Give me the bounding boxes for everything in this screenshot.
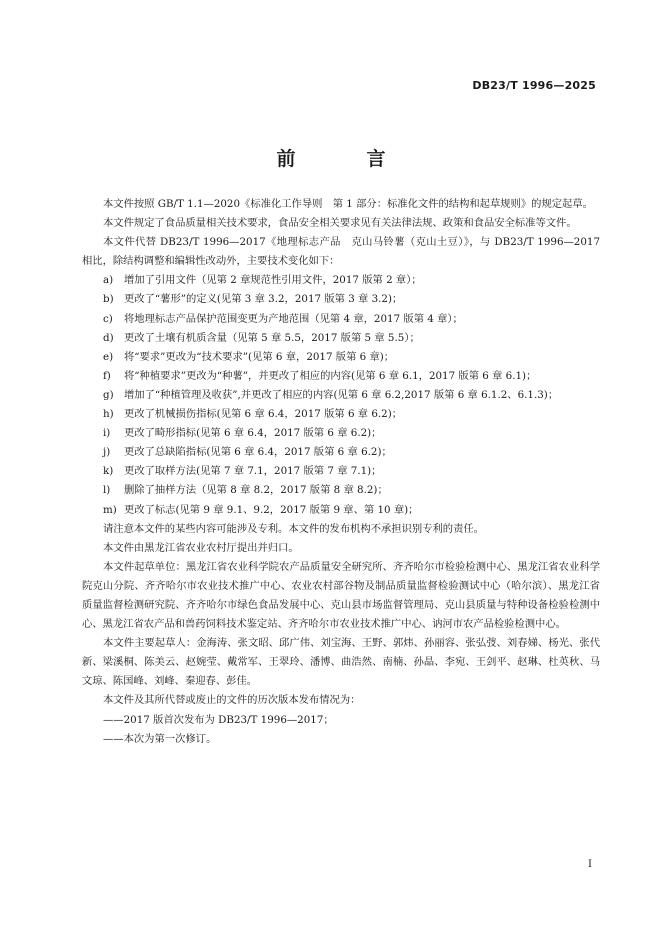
list-item — [82, 310, 600, 329]
list-item-text: 将“种植要求”更改为“种薯”，并更改了相应的内容(见第 6 章 6.1，2017 版第 6 章 6.1)； — [124, 369, 537, 382]
list-item-text: 删除了抽样方法（见第 8 章 8.2，2017 版第 8 章 8.2)； — [124, 484, 388, 497]
page-number: I — [588, 859, 592, 870]
list-item — [82, 443, 600, 462]
paragraph-drafting-rules: 本文件按照 GB/T 1.1—2020《标准化工作导则 第 1 部分：标准化文件的结构和起草规则》的规定起草。 — [103, 198, 593, 210]
list-item — [82, 462, 600, 481]
list-item — [82, 367, 600, 386]
paragraph-drafting-units: 本文件起草单位：黑龙江省农业科学院农产品质量安全研究所、齐齐哈尔市检验检测中心、黑龙江省农业科学院克山分院、齐齐哈尔市农业技术推广中心、农业农村部谷物及制品质量监督检验测试中心（哈尔滨）、黑龙江省质量监督检测研究院、齐齐哈尔市绿色食品发展中心、克山县市场监督管理局、克山县质量与特种设备检验检测中心、黑龙江省农产品和兽药饲料技术鉴定站、齐齐哈尔市农业技术推广中心、讷河市农产品检验检测中心。 — [82, 560, 600, 631]
paragraph-patent-notice: 请注意本文件的某些内容可能涉及专利。本文件的发布机构不承担识别专利的责任。 — [103, 522, 484, 535]
list-item-label: f) — [103, 369, 111, 382]
list-item-label: i) — [103, 427, 111, 440]
list-item-text: 更改了土壤有机质含量（见第 5 章 5.5，2017 版第 5 章 5.5）； — [124, 331, 420, 344]
list-item — [82, 424, 600, 443]
list-item-text: 更改了机械损伤指标(见第 6 章 6.4，2017 版第 6 章 6.2)； — [124, 408, 403, 421]
list-item — [82, 271, 600, 290]
history-item: ——本次为第一次修订。 — [103, 732, 217, 745]
foreword-body — [82, 195, 600, 749]
list-item-label: b) — [103, 293, 114, 306]
list-item-text: 更改了“薯形”的定义(见第 3 章 3.2，2017 版第 3 章 3.2)； — [124, 293, 403, 306]
list-item-label: m) — [103, 503, 117, 516]
paragraph-drafters: 本文件主要起草人：金海涛、张文昭、邱广伟、刘宝海、王野、郭炜、孙丽容、张弘弢、刘春娣、杨光、张代新、梁溪桐、陈美云、赵婉莹、戴常军、王翠玲、潘博、曲浩然、南楠、孙晶、李宛、王剑平、赵琳、杜英秋、马文琼、陈国峰、刘峰、秦迎春、彭佳。 — [82, 637, 600, 688]
page-title: 前 言 — [276, 148, 412, 170]
history-item: ——2017 版首次发布为 DB23/T 1996—2017； — [103, 713, 334, 726]
list-item-label: k) — [103, 465, 114, 478]
list-item-label: l) — [103, 484, 111, 497]
list-item — [82, 329, 600, 348]
paragraph-replacement: 本文件代替 DB23/T 1996—2017《地理标志产品 克山马铃薯（克山土豆）》，与 DB23/T 1996—2017 相比，除结构调整和编辑性改动外，主要技术变化如下： — [82, 236, 600, 268]
list-item-text: 更改了畸形指标(见第 6 章 6.4，2017 版第 6 章 6.2)； — [124, 427, 382, 440]
list-item — [82, 290, 600, 309]
list-item-text: 更改了总缺陷指标(见第 6 章 6.4，2017 版第 6 章 6.2)； — [124, 446, 392, 459]
list-item — [82, 501, 600, 520]
list-item-label: d) — [103, 331, 114, 344]
list-item-label: g) — [103, 388, 114, 401]
list-item-label: e) — [103, 350, 114, 363]
list-item-label: h) — [103, 408, 114, 421]
list-item-text: 增加了引用文件（见第 2 章规范性引用文件，2017 版第 2 章）； — [124, 274, 422, 287]
standard-code: DB23/T 1996—2025 — [472, 79, 596, 92]
list-item-text: 将地理标志产品保护范围变更为产地范围（见第 4 章，2017 版第 4 章）； — [124, 312, 463, 325]
list-item-label: j) — [103, 446, 111, 459]
list-item-text: 更改了标志(见第 9 章 9.1、9.2，2017 版第 9 章、第 10 章)； — [124, 503, 419, 516]
list-item — [82, 405, 600, 424]
paragraph-history-intro: 本文件及其所代替或废止的文件的历次版本发布情况为： — [103, 694, 361, 707]
list-item — [82, 481, 600, 500]
list-item-label: a) — [103, 274, 114, 287]
list-item-text: 更改了取样方法(见第 7 章 7.1，2017 版第 7 章 7.1)； — [124, 465, 382, 478]
list-item-text: 将“要求”更改为“技术要求”(见第 6 章，2017 版第 6 章)； — [124, 350, 395, 363]
list-item — [82, 386, 600, 405]
list-item-label: c) — [103, 312, 113, 325]
changes-list — [82, 271, 600, 519]
paragraph-proposer: 本文件由黑龙江省农业农村厅提出并归口。 — [103, 541, 299, 554]
list-item-text: 增加了“种植管理及收获”,并更改了相应的内容(见第 6 章 6.2,2017 版第 6 章 6.1.2、6.1.3)； — [124, 388, 559, 401]
paragraph-scope: 本文件规定了食品质量相关技术要求，食品安全相关要求见有关法律法规、政策和食品安全标准等文件。 — [103, 217, 577, 230]
list-item — [82, 348, 600, 367]
